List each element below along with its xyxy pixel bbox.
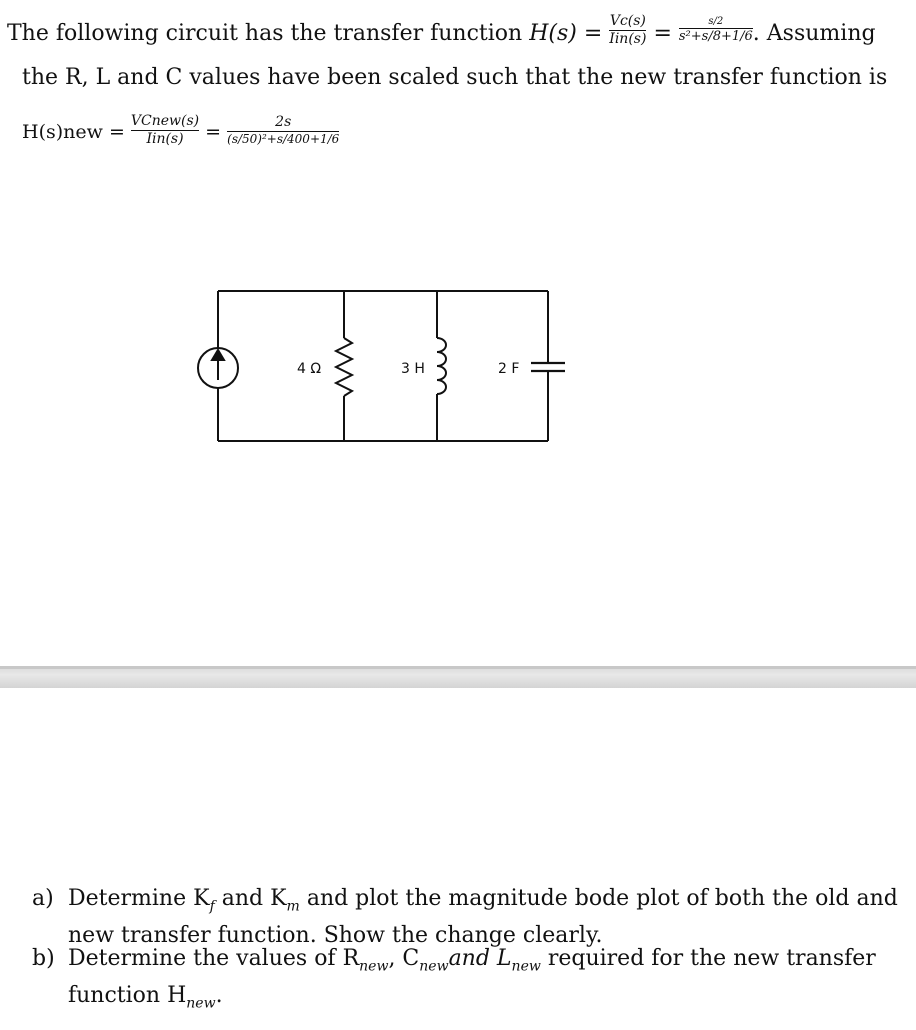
question-a-line-2: new transfer function. Show the change clearly. [68,923,603,949]
question-b-line-1: Determine the values of $R_{new}$, $C_{new}and$ $L_{new}$ required for the new transfer [68,946,876,975]
assuming-text: . Assuming [752,21,876,47]
old-denominator: s²+s/8+1/6 [678,29,753,45]
question-a-label: a) [32,886,54,911]
iin-denominator: Iin(s) [609,30,647,47]
page-divider [0,666,916,688]
vcnew-numerator: VCnew(s) [130,113,200,129]
new-transfer-function: H(s)new = $\frac{\text{VCnew(s)}}{\text{Iin(s)}}$ = $\frac{2s}{\text{(s/50)²+s/400+1/6}}$ [22,113,340,147]
new-denominator: (s/50)²+s/400+1/6 [227,131,340,146]
old-transfer-fraction [679,17,753,44]
vc-numerator: Vc(s) [609,13,646,29]
inductor-label: 3 H [401,361,425,377]
question-b-label: b) [32,946,55,971]
intro-text: The following circuit has the transfer function [7,21,523,47]
question-b-line-2: function $H_{new}$. [68,983,223,1012]
circuit-diagram [0,270,916,730]
hnew-label: H(s)new [22,121,103,144]
question-a-line-1: Determine $K_f$ and $K_m$ and plot the magnitude bode plot of both the old and [68,886,898,915]
h-label: H(s) [529,21,577,47]
resistor-icon [336,338,352,396]
new-transfer-fraction [227,115,339,145]
iin-denominator-new: Iin(s) [146,130,184,147]
old-numerator: s/2 [708,15,724,27]
new-numerator: 2s [275,114,292,131]
problem-line-2: the R, L and C values have been scaled such that the new transfer function is [22,65,888,90]
vc-over-iin-fraction [609,14,646,46]
vcnew-over-iin-fraction [131,114,199,146]
inductor-icon [437,338,446,394]
resistor-label: 4 Ω [297,361,322,377]
problem-line-1: The following circuit has the transfer function H(s) = $\frac{Vc(s)}{\text{Iin(s)}}$ = $\frac{s/2}{\text{s²+s/8+1/6}}$ . Assuming [7,13,876,47]
page-divider-edge [0,666,916,669]
capacitor-label: 2 F [498,361,520,377]
